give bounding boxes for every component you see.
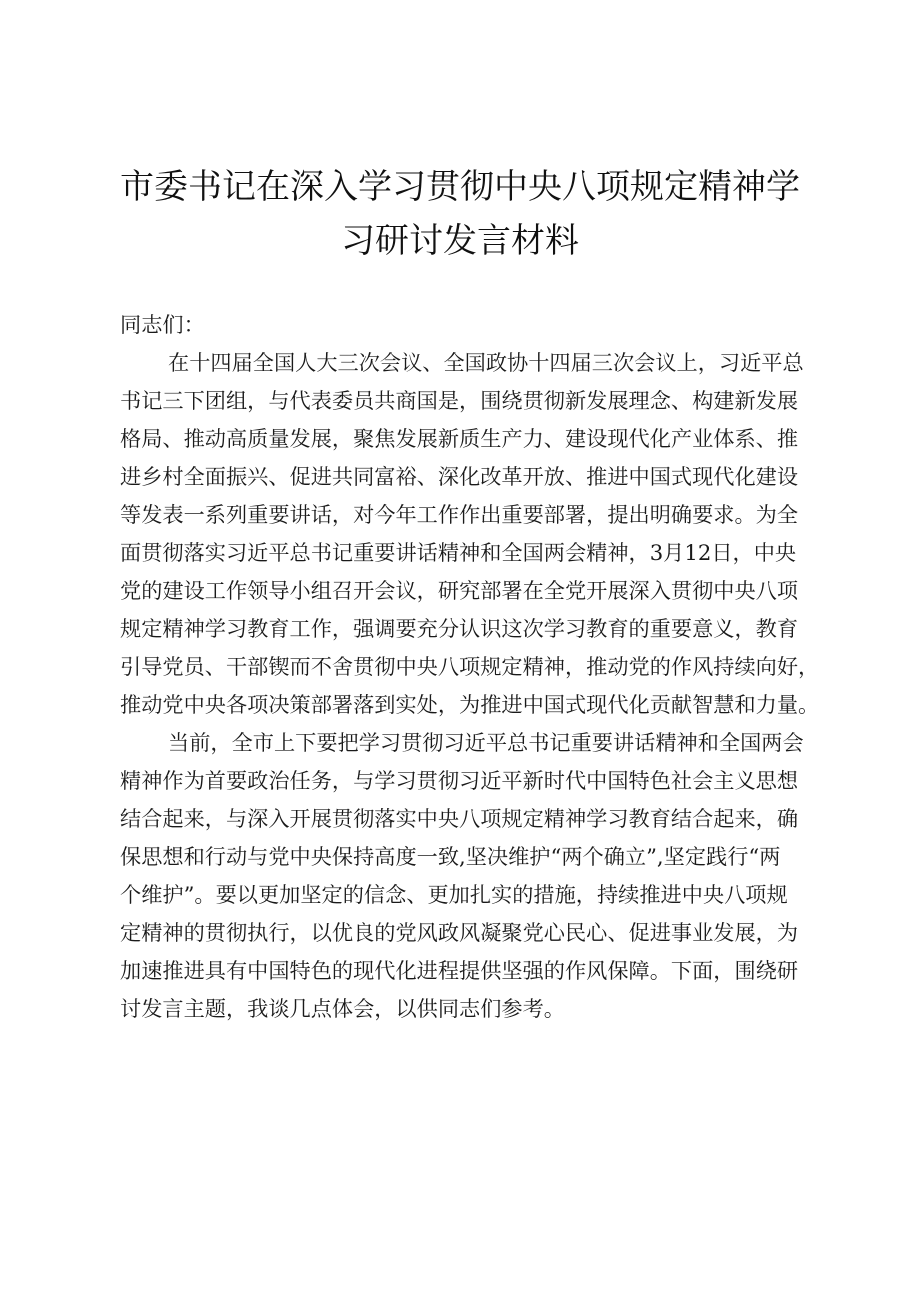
paragraph-line: 在十四届全国人大三次会议、全国政协十四届三次会议上，习近平总 bbox=[168, 350, 804, 375]
paragraph-line: 书记三下团组，与代表委员共商国是，围绕贯彻新发展理念、构建新发展 bbox=[120, 388, 799, 413]
paragraph-line: 进乡村全面振兴、促进共同富裕、深化改革开放、推进中国式现代化建设 bbox=[120, 464, 799, 489]
paragraph-line: 讨发言主题，我谈几点体会，以供同志们参考。 bbox=[120, 996, 565, 1021]
paragraph-line: 推动党中央各项决策部署落到实处，为推进中国式现代化贡献智慧和力量。 bbox=[120, 692, 820, 717]
document-body bbox=[120, 306, 820, 1028]
paragraph-line: 定精神的贯彻执行，以优良的党风政风凝聚党心民心、促进事业发展，为 bbox=[120, 920, 799, 945]
paragraph-line: 加速推进具有中国特色的现代化进程提供坚强的作风保障。下面，围绕研 bbox=[120, 958, 799, 983]
document-title bbox=[100, 160, 820, 268]
paragraph-line: 面贯彻落实习近平总书记重要讲话精神和全国两会精神，3月12日，中央 bbox=[120, 540, 797, 565]
paragraph-2 bbox=[120, 724, 820, 1028]
paragraph-1 bbox=[120, 344, 820, 724]
paragraph-line: 格局、推动高质量发展，聚焦发展新质生产力、建设现代化产业体系、推 bbox=[120, 426, 799, 451]
paragraph-line: 引导党员、干部锲而不舍贯彻中央八项规定精神，推动党的作风持续向好， bbox=[120, 654, 820, 679]
paragraph-line: 规定精神学习教育工作，强调要充分认识这次学习教育的重要意义，教育 bbox=[120, 616, 799, 641]
title-line-2: 习研讨发言材料 bbox=[341, 221, 579, 261]
paragraph-line: 个维护”。要以更加坚定的信念、更加扎实的措施，持续推进中央八项规 bbox=[120, 882, 788, 907]
paragraph-line: 结合起来，与深入开展贯彻落实中央八项规定精神学习教育结合起来，确 bbox=[120, 806, 799, 831]
salutation: 同志们： bbox=[120, 312, 205, 337]
paragraph-line: 当前，全市上下要把学习贯彻习近平总书记重要讲话精神和全国两会 bbox=[168, 730, 804, 755]
paragraph-line: 等发表一系列重要讲话，对今年工作作出重要部署，提出明确要求。为全 bbox=[120, 502, 799, 527]
paragraph-line: 精神作为首要政治任务，与学习贯彻习近平新时代中国特色社会主义思想 bbox=[120, 768, 799, 793]
title-line-1: 市委书记在深入学习贯彻中央八项规定精神学 bbox=[120, 167, 800, 207]
paragraph-line: 保思想和行动与党中央保持高度一致,坚决维护“两个确立”,坚定践行“两 bbox=[120, 844, 781, 869]
paragraph-line: 党的建设工作领导小组召开会议，研究部署在全党开展深入贯彻中央八项 bbox=[120, 578, 799, 603]
